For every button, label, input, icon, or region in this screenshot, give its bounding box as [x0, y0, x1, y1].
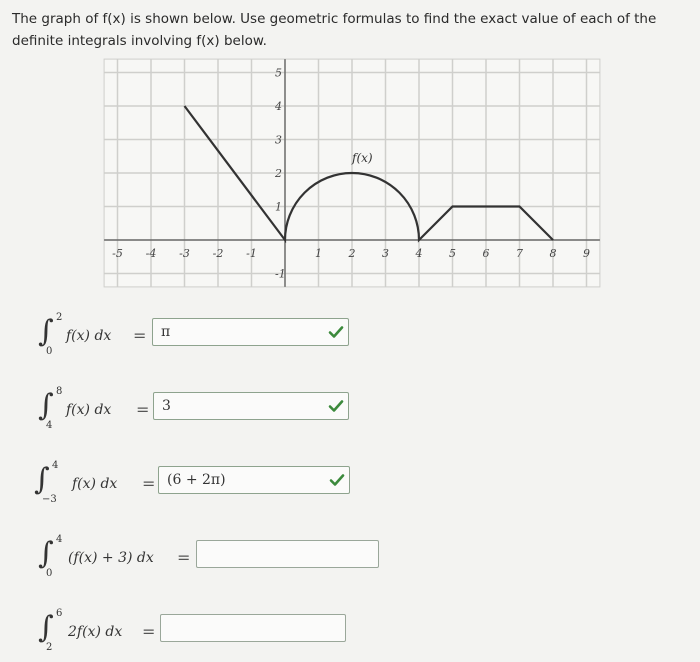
check-icon — [328, 398, 344, 414]
answer-input[interactable] — [196, 540, 379, 568]
answer-input[interactable] — [158, 466, 350, 494]
answer-input[interactable] — [153, 392, 349, 420]
function-label: f(x) — [352, 151, 373, 165]
x-tick-label: 4 — [415, 247, 423, 260]
lower-limit: 4 — [46, 420, 53, 431]
y-tick-label: 5 — [275, 66, 282, 80]
x-tick-label: -3 — [179, 247, 190, 260]
x-tick-label: -5 — [112, 247, 123, 260]
y-tick-label: 2 — [275, 167, 282, 180]
function-graph — [0, 0, 700, 300]
x-tick-label: 6 — [482, 247, 490, 260]
x-tick-label: -2 — [212, 247, 224, 260]
integral-problem-row — [0, 460, 700, 506]
x-tick-label: 1 — [315, 247, 322, 260]
problem-prompt: The graph of f(x) is shown below. Use geometric formulas to find the exact value of each of the definite integrals involving f(x) below. — [12, 11, 657, 49]
answer-value: (6 + 2π) — [167, 472, 226, 488]
lower-limit: 0 — [46, 568, 53, 579]
integral-problem-row — [0, 386, 700, 432]
x-tick-label: 7 — [516, 247, 523, 260]
integrand: f(x) dx — [66, 402, 112, 418]
equals-sign: = — [142, 474, 156, 493]
check-icon — [329, 472, 345, 488]
lower-limit: 2 — [46, 642, 53, 653]
x-tick-label: 5 — [449, 247, 456, 260]
integrand: (f(x) + 3) dx — [68, 550, 154, 566]
integrand: f(x) dx — [72, 476, 118, 492]
integrand: 2f(x) dx — [68, 624, 123, 640]
y-tick-label: -1 — [275, 267, 286, 281]
equals-sign: = — [136, 400, 150, 419]
y-tick-label: 4 — [275, 100, 282, 113]
integral-sign-icon: ∫ — [34, 462, 50, 497]
integral-problem-row — [0, 608, 700, 654]
answer-input[interactable] — [152, 318, 349, 346]
integral-problem-row — [0, 312, 700, 358]
upper-limit: 6 — [56, 608, 63, 619]
lower-limit: 0 — [46, 346, 53, 357]
check-icon — [328, 324, 344, 340]
equals-sign: = — [177, 548, 191, 567]
lower-limit: −3 — [42, 494, 57, 505]
upper-limit: 4 — [52, 460, 59, 471]
equals-sign: = — [142, 622, 156, 641]
x-tick-label: 9 — [583, 247, 590, 260]
y-tick-label: 1 — [275, 200, 282, 214]
answer-value: 3 — [162, 398, 171, 414]
y-tick-label: 3 — [275, 133, 282, 147]
answer-value: π — [161, 324, 171, 340]
equals-sign: = — [133, 326, 147, 345]
integral-sign-icon: ∫ — [38, 536, 54, 571]
x-tick-label: -4 — [145, 247, 157, 260]
integrand: f(x) dx — [66, 328, 112, 344]
x-tick-label: 2 — [348, 247, 356, 260]
integral-sign-icon: ∫ — [38, 388, 54, 423]
x-tick-label: -1 — [246, 247, 257, 260]
upper-limit: 8 — [56, 386, 63, 397]
upper-limit: 2 — [56, 312, 63, 323]
integral-problem-row — [0, 534, 700, 580]
integral-sign-icon: ∫ — [38, 610, 54, 645]
answer-input[interactable] — [160, 614, 346, 642]
upper-limit: 4 — [56, 534, 63, 545]
x-tick-label: 3 — [382, 247, 389, 260]
x-tick-label: 8 — [549, 247, 557, 260]
integral-sign-icon: ∫ — [38, 314, 54, 349]
